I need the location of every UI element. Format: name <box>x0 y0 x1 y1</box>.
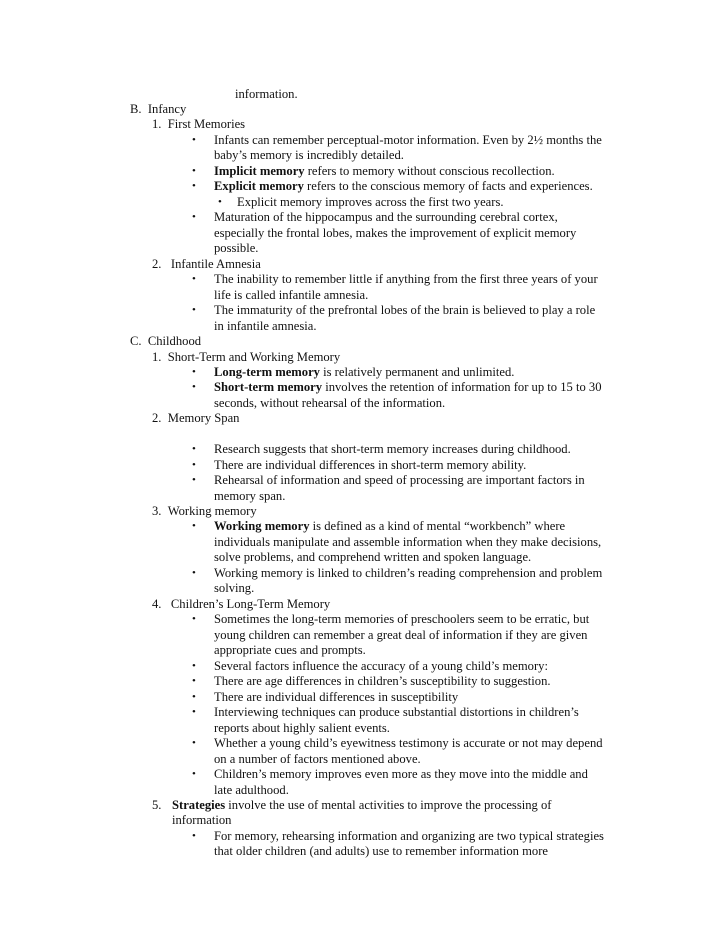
term-explicit-memory: Explicit memory <box>214 179 304 193</box>
subsection-working-memory: 3. Working memory <box>152 504 257 518</box>
bullet-text: baby’s memory is incredibly detailed. <box>214 148 404 162</box>
bullet-text: solving. <box>214 581 255 595</box>
bullet-text: Working memory is defined as a kind of mental “workbench” where <box>214 519 566 533</box>
bullet-text: especially the frontal lobes, makes the improvement of explicit memory <box>214 226 577 240</box>
bullet-icon: • <box>192 737 196 749</box>
subsection-strategies: Strategies involve the use of mental activities to improve the processing of <box>172 798 552 812</box>
bullet-text: There are age differences in children’s susceptibility to suggestion. <box>214 674 551 688</box>
bullet-text: memory span. <box>214 489 286 503</box>
bullet-text: The immaturity of the prefrontal lobes of the brain is believed to play a role <box>214 303 596 317</box>
bullet-icon: • <box>192 304 196 316</box>
term-strategies: Strategies <box>172 798 226 812</box>
section-b-heading: B. Infancy <box>130 102 187 116</box>
bullet-icon: • <box>192 273 196 285</box>
bullet-icon: • <box>192 180 196 192</box>
bullet-icon: • <box>192 768 196 780</box>
bullet-text: Research suggests that short-term memory increases during childhood. <box>214 442 571 456</box>
section-c-heading: C. Childhood <box>130 334 202 348</box>
bullet-text: late adulthood. <box>214 783 289 797</box>
bullet-icon: • <box>192 211 196 223</box>
bullet-icon: • <box>192 165 196 177</box>
bullet-icon: • <box>192 660 196 672</box>
bullet-icon: • <box>192 691 196 703</box>
term-short-term-memory: Short-term memory <box>214 380 323 394</box>
bullet-icon: • <box>192 613 196 625</box>
bullet-text: in infantile amnesia. <box>214 319 317 333</box>
bullet-text: The inability to remember little if anything from the first three years of your <box>214 272 598 286</box>
bullet-text: Whether a young child’s eyewitness testimony is accurate or not may depend <box>214 736 603 750</box>
subsection-number: 5. <box>152 798 162 812</box>
bullet-text: that older children (and adults) use to remember information more <box>214 844 548 858</box>
bullet-text: possible. <box>214 241 259 255</box>
bullet-icon: • <box>192 474 196 486</box>
bullet-icon: • <box>192 830 196 842</box>
bullet-text: appropriate cues and prompts. <box>214 643 366 657</box>
term-working-memory: Working memory <box>214 519 310 533</box>
subsection-short-term-working-memory: 1. Short-Term and Working Memory <box>152 350 341 364</box>
term-long-term-memory: Long-term memory <box>214 365 320 379</box>
bullet-text: Rehearsal of information and speed of processing are important factors in <box>214 473 585 487</box>
bullet-text: solve problems, and comprehend written and spoken language. <box>214 550 532 564</box>
subsection-childrens-long-term-memory: 4. Children’s Long-Term Memory <box>152 597 331 611</box>
bullet-icon: • <box>192 520 196 532</box>
bullet-text: There are individual differences in short-term memory ability. <box>214 458 527 472</box>
bullet-text: Maturation of the hippocampus and the surrounding cerebral cortex, <box>214 210 558 224</box>
bullet-text: There are individual differences in susceptibility <box>214 690 459 704</box>
bullet-icon: • <box>192 134 196 146</box>
bullet-text: Several factors influence the accuracy of a young child’s memory: <box>214 659 548 673</box>
bullet-text: reports about highly salient events. <box>214 721 390 735</box>
bullet-icon: • <box>192 459 196 471</box>
bullet-text: Children’s memory improves even more as they move into the middle and <box>214 767 588 781</box>
bullet-icon: • <box>192 443 196 455</box>
bullet-icon: • <box>192 706 196 718</box>
bullet-icon: • <box>192 366 196 378</box>
subsection-strategies-cont: information <box>172 813 232 827</box>
bullet-icon: • <box>192 675 196 687</box>
bullet-text: Working memory is linked to children’s reading comprehension and problem <box>214 566 603 580</box>
subsection-infantile-amnesia: 2. Infantile Amnesia <box>152 257 261 271</box>
subsection-memory-span: 2. Memory Span <box>152 411 240 425</box>
bullet-text: Sometimes the long-term memories of preschoolers seem to be erratic, but <box>214 612 590 626</box>
bullet-text: Short-term memory involves the retention of information for up to 15 to 30 <box>214 380 602 394</box>
bullet-icon: • <box>218 196 222 208</box>
bullet-text: on a number of factors mentioned above. <box>214 752 421 766</box>
continuation-line: information. <box>235 87 298 101</box>
term-implicit-memory: Implicit memory <box>214 164 305 178</box>
bullet-text: individuals manipulate and assemble information when they make decisions, <box>214 535 602 549</box>
bullet-text: For memory, rehearsing information and organizing are two typical strategies <box>214 829 604 843</box>
bullet-text: seconds, without rehearsal of the information. <box>214 396 446 410</box>
bullet-icon: • <box>192 381 196 393</box>
bullet-text: life is called infantile amnesia. <box>214 288 369 302</box>
bullet-icon: • <box>192 567 196 579</box>
bullet-text: Explicit memory improves across the first two years. <box>237 195 504 209</box>
bullet-text: Implicit memory refers to memory without conscious recollection. <box>214 164 555 178</box>
bullet-text: Explicit memory refers to the conscious memory of facts and experiences. <box>214 179 593 193</box>
bullet-text: Infants can remember perceptual-motor information. Even by 2½ months the <box>214 133 602 147</box>
bullet-text: Interviewing techniques can produce substantial distortions in children’s <box>214 705 579 719</box>
bullet-text: young children can remember a great deal of information if they are given <box>214 628 588 642</box>
subsection-first-memories: 1. First Memories <box>152 117 246 131</box>
bullet-text: Long-term memory is relatively permanent and unlimited. <box>214 365 515 379</box>
